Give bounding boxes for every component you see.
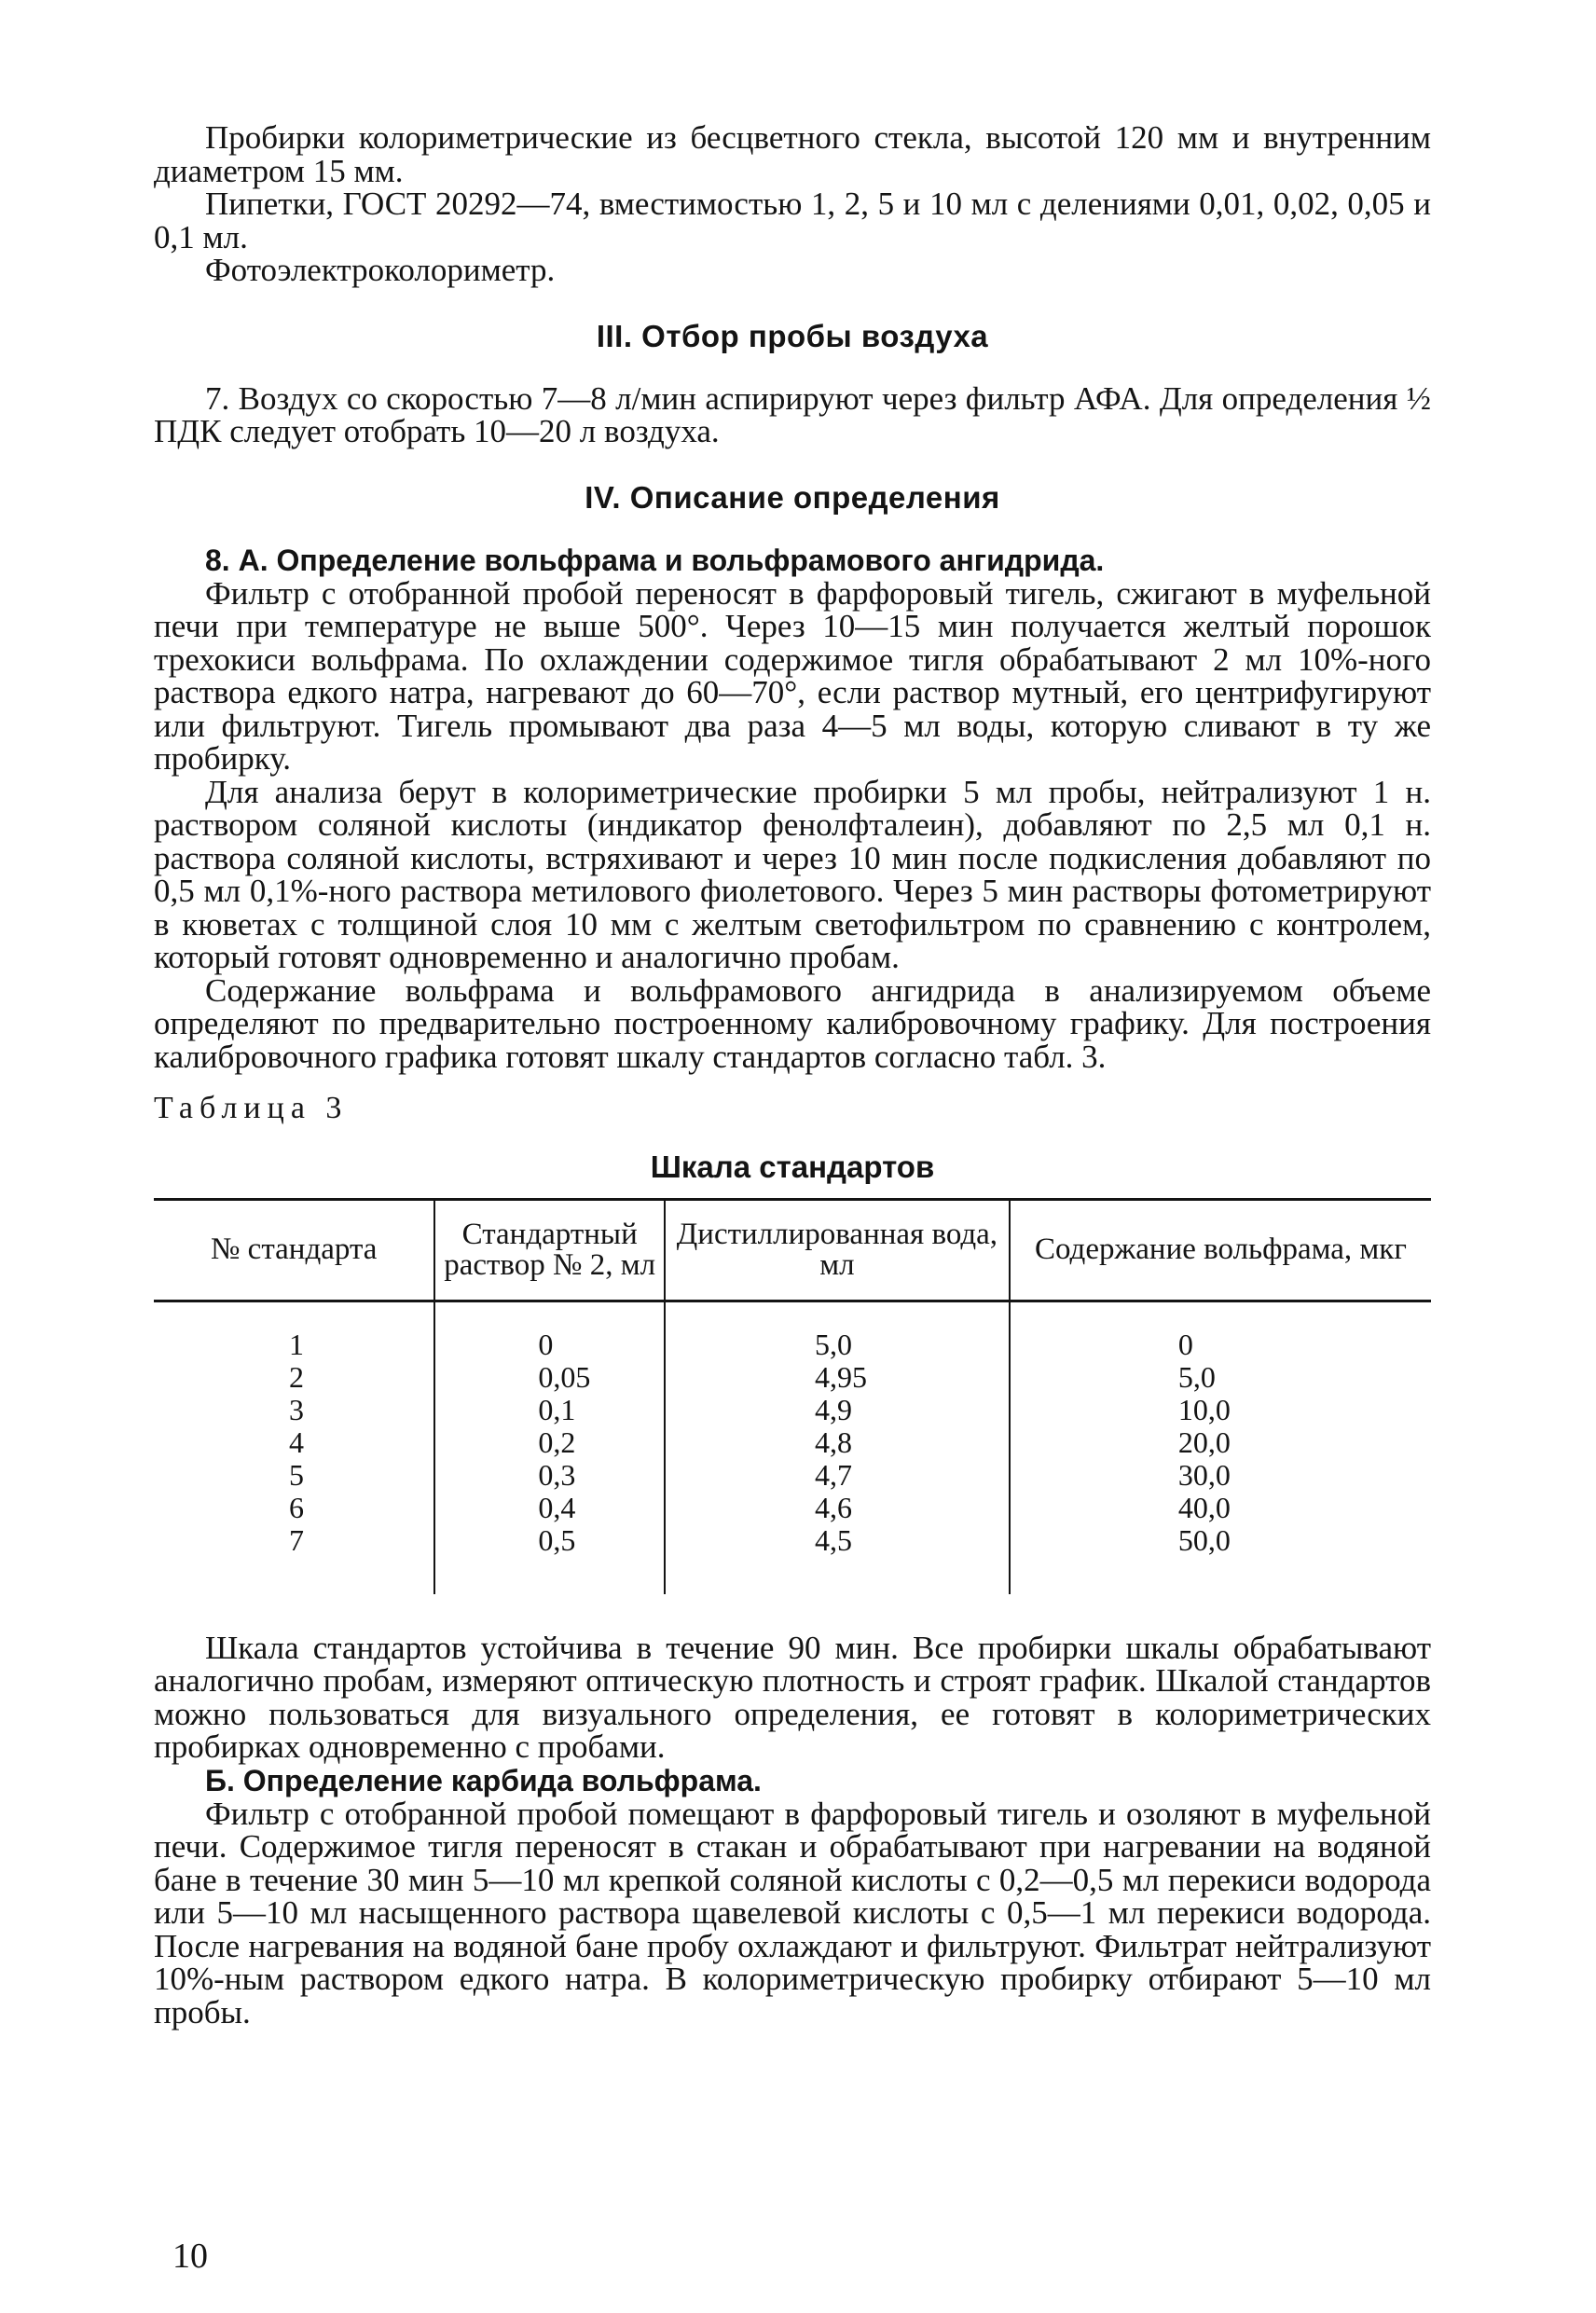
header-distilled-water: Дистиллированная вода, мл xyxy=(665,1199,1010,1301)
page-number: 10 xyxy=(172,2237,208,2276)
intro-paragraph-photometer: Фотоэлектроколориметр. xyxy=(205,252,556,288)
subsection-a-paragraph-3: Содержание вольфрама и вольфрамового ангидрида в анализируемом объеме определяют по предварительно построенному калибровочному графику. Для построения калибровочного графика готовят шкалу стандартов согласно табл. 3. xyxy=(154,971,1431,1075)
header-standard-solution: Стандартный раствор № 2, мл xyxy=(434,1199,665,1301)
subsection-a-paragraph-2: Для анализа берут в колориметрические пробирки 5 мл пробы, нейтрализуют 1 н. раствором соляной кислоты (индикатор фенолфталеин), добавляют по 2,5 мл 0,1 н. раствора соляной кислоты, встряхивают и через 10 мин после подкисления добавляют по 0,5 мл 0,1%-ного раствора метилового фиолетового. Через 5 мин растворы фотометрируют в кюветах с толщиной слоя 10 мм с желтым светофильтром по сравнению с контролем, который готовят одновременно и аналогично пробам. xyxy=(154,773,1431,975)
subsection-a-heading: 8. А. Определение вольфрама и вольфрамового ангидрида. xyxy=(205,543,1105,577)
after-table-paragraph: Шкала стандартов устойчива в течение 90 мин. Все пробирки шкалы обрабатывают аналогично пробам, измеряют оптическую плотность и строят график. Шкалой стандартов можно пользоваться для визуального определения, ее готовят в колориметрических пробирках одновременно с пробами. xyxy=(154,1629,1431,1765)
header-tungsten-content: Содержание вольфрама, мкг xyxy=(1010,1199,1431,1301)
header-standard-number: № стандарта xyxy=(154,1199,434,1301)
subsection-b-paragraph: Фильтр с отобранной пробой помещают в фарфоровый тигель и озоляют в муфельной печи. Содержимое тигля переносят в стакан и обрабатывают при нагревании на водяной бане в течение 30 мин 5—10 мл крепкой соляной кислоты с 0,2—0,5 мл перекиси водорода или 5—10 мл насыщенного раствора щавелевой кислоты с 0,5—1 мл перекиси водорода. После нагревания на водяной бане пробу охлаждают и фильтруют. Фильтрат нейтрализуют 10%-ным раствором едкого натра. В колориметрическую пробирку отбирают 5—10 мл пробы. xyxy=(154,1795,1431,2031)
subsection-b-heading: Б. Определение карбида вольфрама. xyxy=(205,1763,762,1797)
table-header-row xyxy=(154,1199,1431,1301)
table-body-row xyxy=(154,1301,1431,1594)
page-content xyxy=(154,121,1431,2029)
subsection-a-paragraph-1: Фильтр с отобранной пробой переносят в фарфоровый тигель, сжигают в муфельной печи при температуре не выше 500°. Через 10—15 мин получается желтый порошок трехокиси вольфрама. По охлаждении содержимое тигля обрабатывают 2 мл 10%-ного раствора едкого натра, нагревают до 60—70°, если раствор мутный, его центрифугируют или фильтруют. Тигель промывают два раза 4—5 мл воды, которую сливают в ту же пробирку. xyxy=(154,574,1431,777)
intro-paragraph-pipettes: Пипетки, ГОСТ 20292—74, вместимостью 1, 2, 5 и 10 мл с делениями 0,01, 0,02, 0,05 и 0,1 мл. xyxy=(154,186,1431,255)
section-3-heading: III. Отбор пробы воздуха xyxy=(596,318,989,353)
column-content-values: 0 5,0 10,0 20,0 30,0 40,0 50,0 xyxy=(1010,1301,1431,1594)
table-title: Шкала стандартов xyxy=(650,1149,935,1184)
section-4-heading: IV. Описание определения xyxy=(585,479,1000,515)
column-standard-numbers: 1 2 3 4 5 6 7 xyxy=(289,1327,304,1557)
column-standard-solution-values: 0 0,05 0,1 0,2 0,3 0,4 0,5 xyxy=(434,1301,665,1594)
section-3-paragraph: 7. Воздух со скоростью 7—8 л/мин аспирируют через фильтр АФА. Для определения ½ ПДК следует отобрать 10—20 л воздуха. xyxy=(154,379,1431,449)
table-label: Таблица 3 xyxy=(154,1091,349,1125)
column-water-values: 5,0 4,95 4,9 4,8 4,7 4,6 4,5 xyxy=(665,1301,1010,1594)
standards-table xyxy=(154,1198,1431,1594)
intro-paragraph-tubes: Пробирки колориметрические из бесцветного стекла, высотой 120 мм и внутренним диаметром 15 мм. xyxy=(154,119,1431,189)
